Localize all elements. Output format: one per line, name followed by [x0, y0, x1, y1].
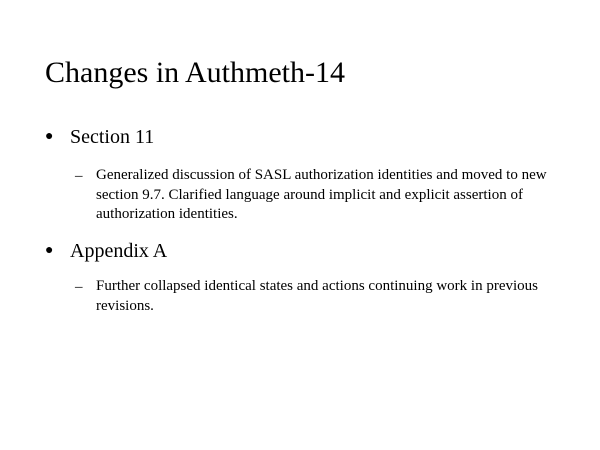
- sub-bullet-text: Further collapsed identical states and actions continuing work in previous revisions.: [96, 278, 538, 314]
- bullet-dot-icon: ●: [45, 129, 54, 144]
- bullet-label: Section 11: [70, 126, 155, 148]
- dash-icon: –: [75, 279, 83, 295]
- slide-title: Changes in Authmeth-14: [45, 56, 345, 89]
- dash-icon: –: [75, 168, 83, 184]
- bullet-dot-icon: ●: [45, 243, 54, 258]
- bullet-label: Appendix A: [70, 240, 168, 262]
- sub-bullet-text: Generalized discussion of SASL authorization identities and moved to new section 9.7. Clarified language around implicit and explicit assertion of authorization identities.: [96, 167, 547, 222]
